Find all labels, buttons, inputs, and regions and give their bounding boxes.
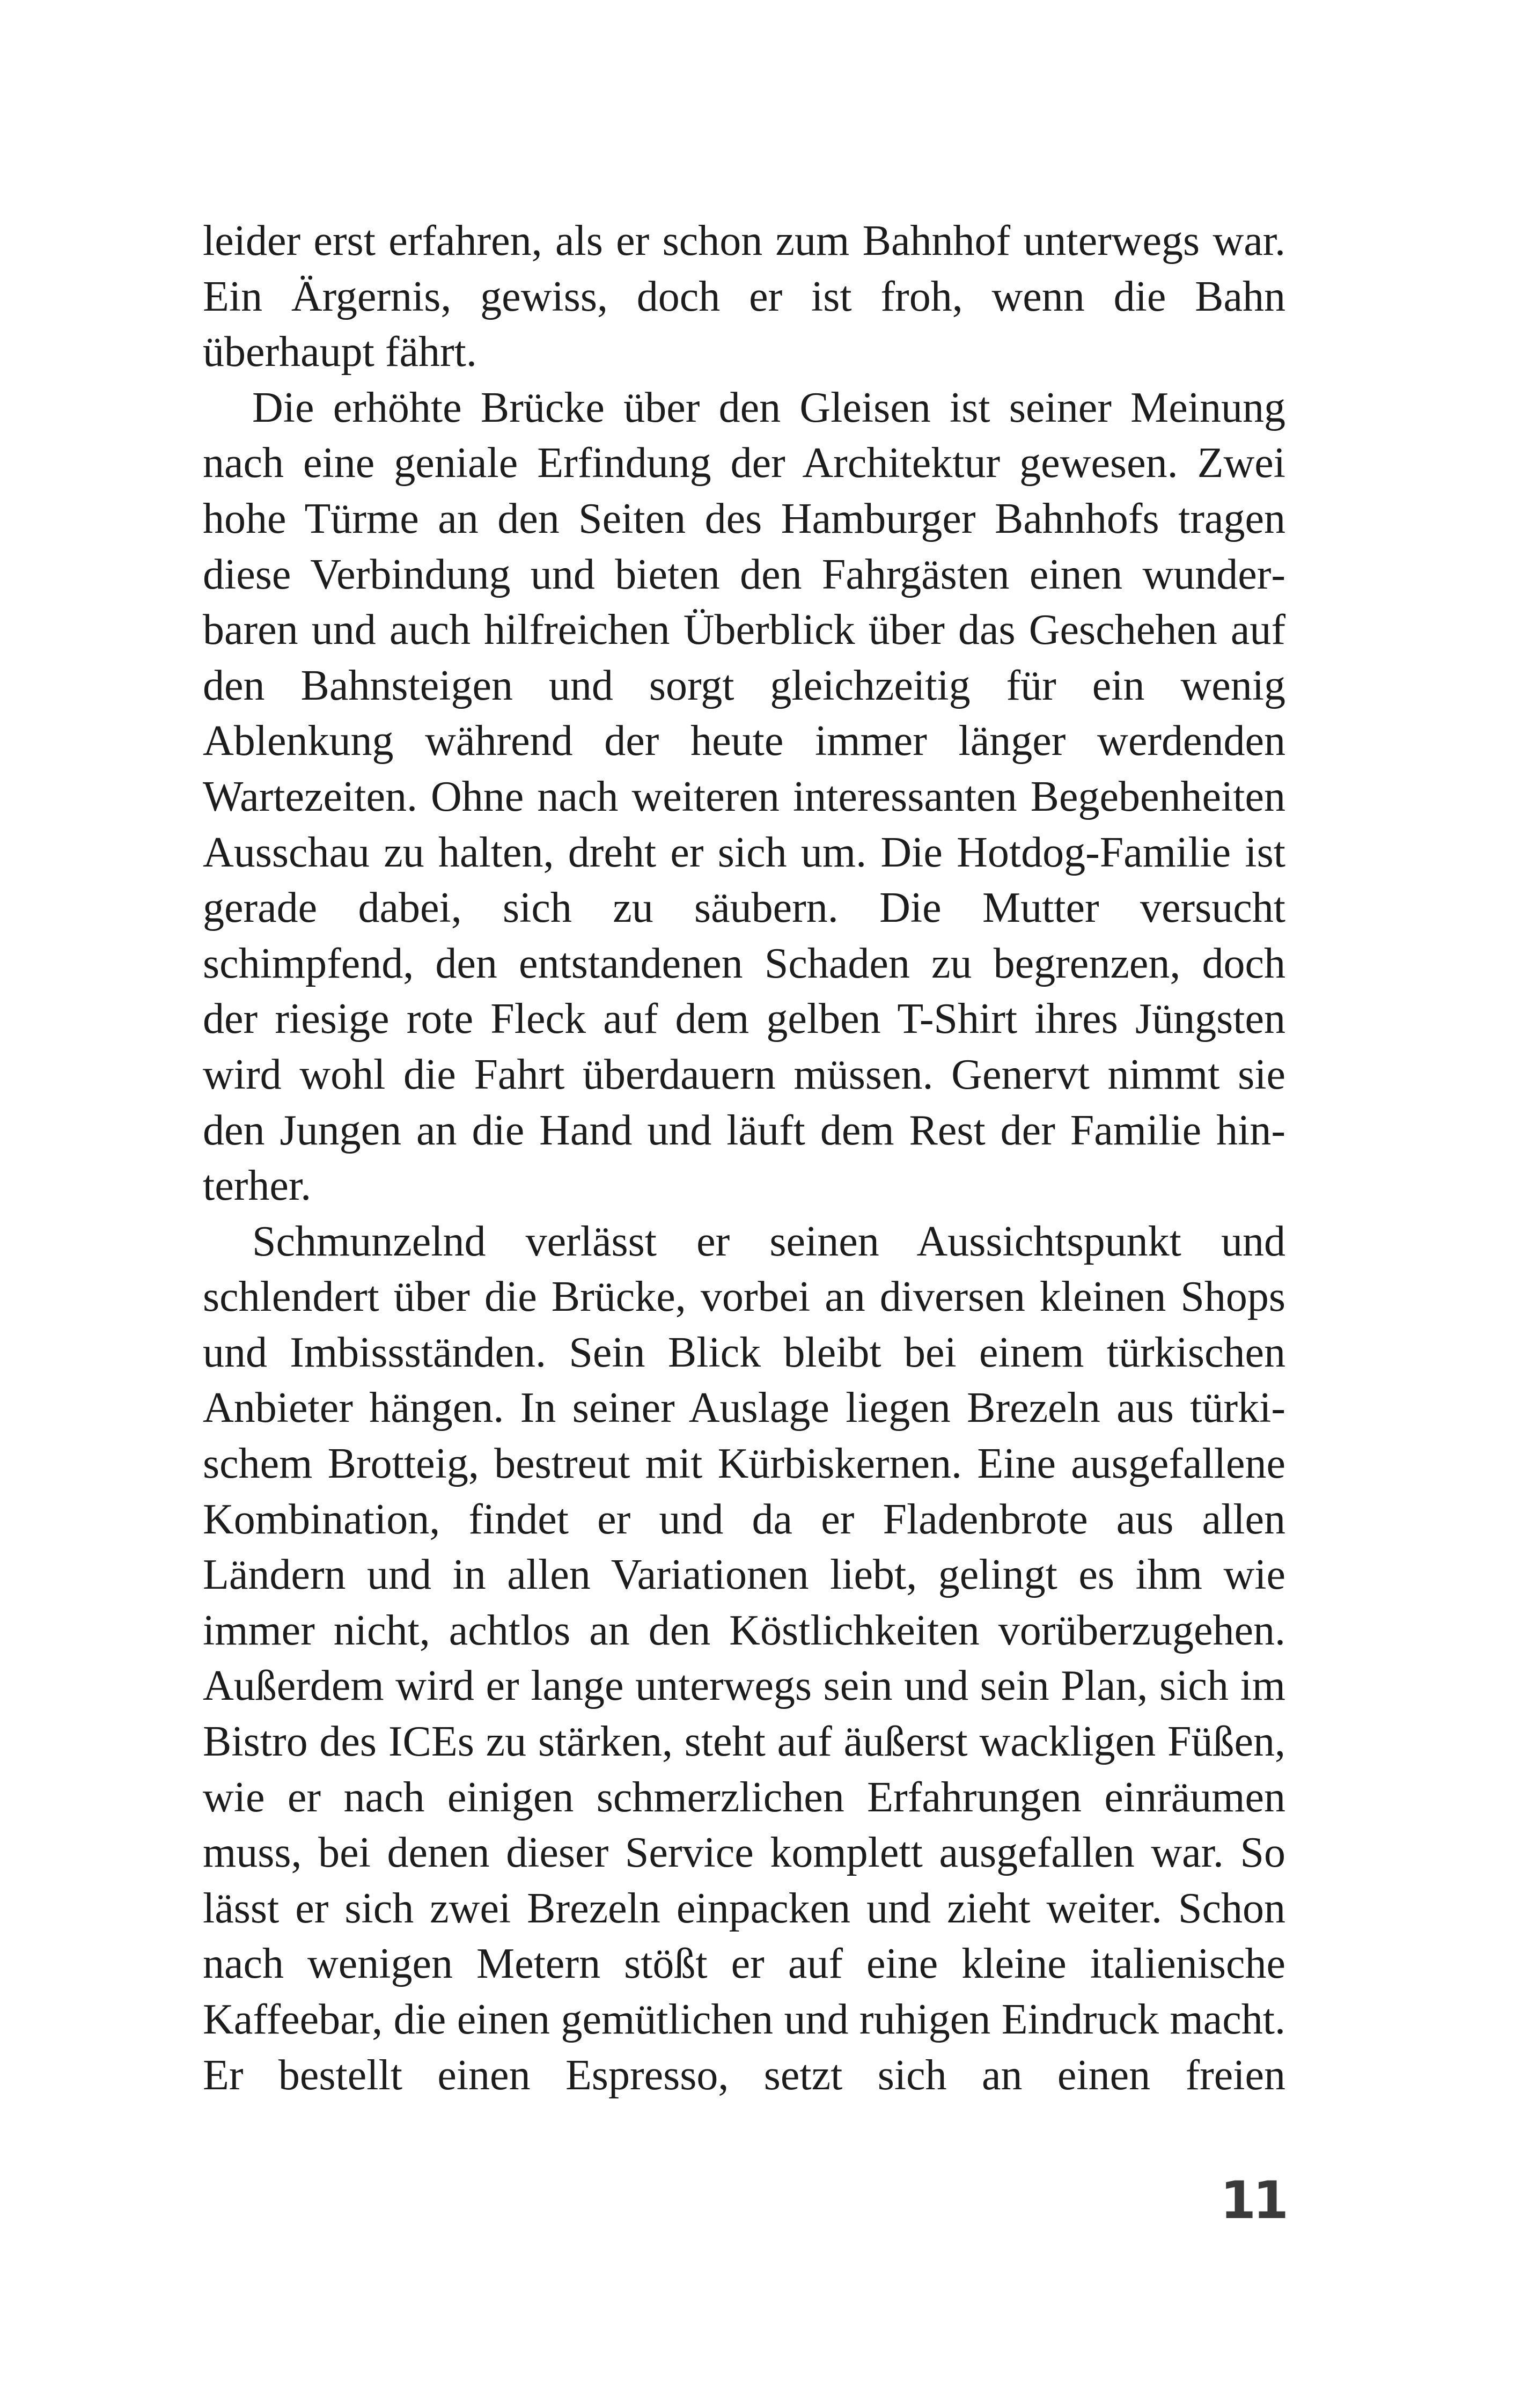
page-number: 11 <box>1220 2170 1285 2230</box>
paragraph-3: Schmunzelnd verlässt er seinen Aussichtspunkt und schlendert über die Brücke, vorbei an diversen kleinen Shops und Imbissständen. Sein Blick bleibt bei einem türkischen Anbieter hängen. In seiner Auslage liegen Brezeln aus türkischem Brotteig, bestreut mit Kürbiskernen. Eine ausgefallene Kombination, findet er und da er Fladenbrote aus allen Ländern und in allen Variationen liebt, gelingt es ihm wie immer nicht, achtlos an den Köstlichkeiten vorüberzugehen. Außerdem wird er lange unterwegs sein und sein Plan, sich im Bistro des ICEs zu stärken, steht auf äußerst wackligen Füßen, wie er nach einigen schmerzlichen Erfahrungen einräumen muss, bei denen dieser Service komplett ausgefallen war. So lässt er sich zwei Brezeln einpacken und zieht weiter. Schon nach wenigen Metern stößt er auf eine kleine italienische Kaffeebar, die einen gemütlichen und ruhigen Eindruck macht. Er bestellt einen Espresso, setzt sich an einen freien <box>203 1217 1285 2099</box>
paragraph-2: Die erhöhte Brücke über den Gleisen ist seiner Meinung nach eine geniale Erfindung der Architektur gewesen. Zwei hohe Türme an den Seiten des Hamburger Bahnhofs tragen diese Verbindung und bieten den Fahrgästen einen wunderbaren und auch hilfreichen Überblick über das Geschehen auf den Bahnsteigen und sorgt gleichzeitig für ein wenig Ablenkung während der heute immer länger werdenden Wartezeiten. Ohne nach weiteren interessanten Begebenheiten Ausschau zu halten, dreht er sich um. Die Hotdog-Familie ist gerade dabei, sich zu säubern. Die Mutter versucht schimpfend, den entstandenen Schaden zu begrenzen, doch der riesige rote Fleck auf dem gelben T-Shirt ihres Jüngsten wird wohl die Fahrt überdauern müssen. Genervt nimmt sie den Jungen an die Hand und läuft dem Rest der Familie hinterher. <box>203 384 1285 1210</box>
body-text <box>203 214 1285 2103</box>
paragraph-1: leider erst erfahren, als er schon zum Bahnhof unterwegs war. Ein Ärgernis, gewiss, doch er ist froh, wenn die Bahn überhaupt fährt. <box>203 217 1285 376</box>
